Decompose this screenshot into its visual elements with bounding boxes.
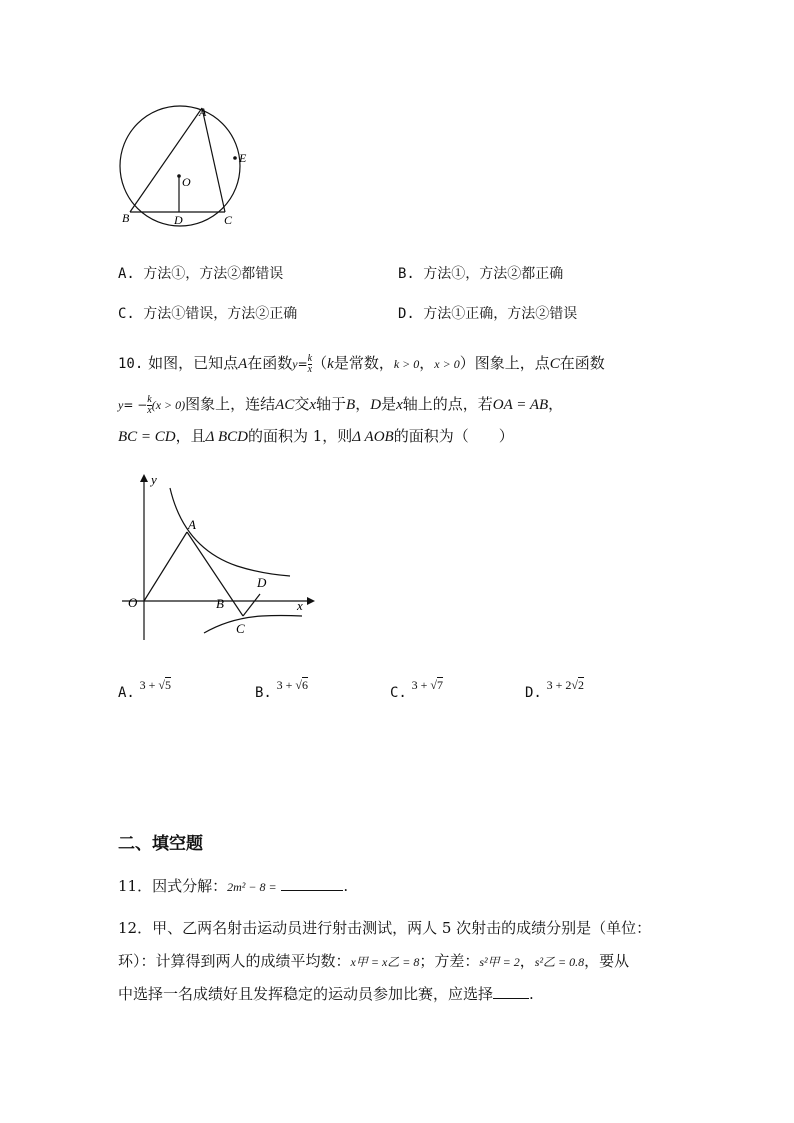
q10-option-b: B. $^{3 + √6}$ bbox=[255, 678, 309, 701]
label-C: C bbox=[236, 621, 245, 636]
point-E bbox=[233, 156, 237, 160]
curve-k-over-x bbox=[170, 488, 290, 576]
q11: 11．因式分解：2m² − 8 = . bbox=[118, 877, 349, 895]
label-B: B bbox=[216, 596, 224, 611]
q9-option-b: B. 方法①，方法②都正确 bbox=[398, 266, 564, 282]
label-B: B bbox=[122, 211, 130, 225]
segment-OA bbox=[144, 532, 187, 601]
q10-line1: 10. 如图，已知点A在函数y= $\frac{k}{x}$ （k是常数，k > 0，x > 0）图象上，点C在函数 bbox=[118, 352, 605, 375]
q12-answer-blank[interactable] bbox=[493, 998, 529, 999]
q12-line3: 中选择一名成绩好且发挥稳定的运动员参加比赛，应选择 . bbox=[118, 985, 534, 1003]
label-C: C bbox=[224, 213, 233, 227]
q12-line1: 12．甲、乙两名射击运动员进行射击测试，两人 5 次射击的成绩分别是（单位： bbox=[118, 919, 652, 937]
graph-figure bbox=[112, 470, 317, 645]
label-E: E bbox=[239, 151, 247, 165]
label-D: D bbox=[257, 575, 267, 590]
q9-option-d: D. 方法①正确，方法②错误 bbox=[398, 306, 578, 322]
q10-option-d: D. $^{3 + 2√2}$ bbox=[525, 678, 585, 701]
segment-CD bbox=[243, 594, 260, 616]
segment-AB bbox=[130, 108, 202, 212]
circle-outline bbox=[120, 106, 240, 226]
q10-option-c: C. $^{3 + √7}$ bbox=[390, 678, 444, 701]
fraction-k-over-x: $\frac{k}{x}$ bbox=[307, 352, 313, 375]
section-heading: 二、填空题 bbox=[118, 834, 203, 854]
y-axis-arrow bbox=[140, 474, 148, 482]
label-D: D bbox=[174, 213, 183, 227]
circle-figure bbox=[110, 100, 260, 230]
q9-option-a: A. 方法①，方法②都错误 bbox=[118, 266, 284, 282]
curve-neg-k-over-x bbox=[204, 616, 302, 634]
q9-option-c: C. 方法①错误，方法②正确 bbox=[118, 306, 298, 322]
q10-number: 10. bbox=[118, 356, 144, 372]
q10-line2: y= − $\frac{k}{x}$ (x > 0)图象上，连结AC交x轴于B，D是x轴上的点，若OA = AB， bbox=[118, 393, 564, 416]
q11-answer-blank[interactable] bbox=[281, 890, 343, 891]
x-axis-arrow bbox=[307, 597, 315, 605]
q12-line2: 环）：计算得到两人的成绩平均数：x甲 = x乙 = 8；方差：s²甲 = 2，s²乙 = 0.8，要从 bbox=[118, 952, 630, 970]
label-x: x bbox=[297, 598, 303, 613]
q10-line3: BC = CD，且Δ BCD的面积为 1，则Δ AOB的面积为（ ） bbox=[118, 427, 514, 445]
fraction-neg-k-over-x: $\frac{k}{x}$ bbox=[147, 393, 152, 416]
point-O bbox=[177, 174, 181, 178]
label-y: y bbox=[151, 472, 157, 487]
label-O: O bbox=[128, 595, 138, 610]
segment-AC bbox=[202, 108, 225, 212]
segment-AC bbox=[187, 532, 243, 616]
label-A: A bbox=[188, 517, 196, 532]
label-O: O bbox=[182, 175, 191, 189]
q10-option-a: A. $^{3 + √5}$ bbox=[118, 678, 172, 701]
label-A: A bbox=[199, 105, 207, 119]
